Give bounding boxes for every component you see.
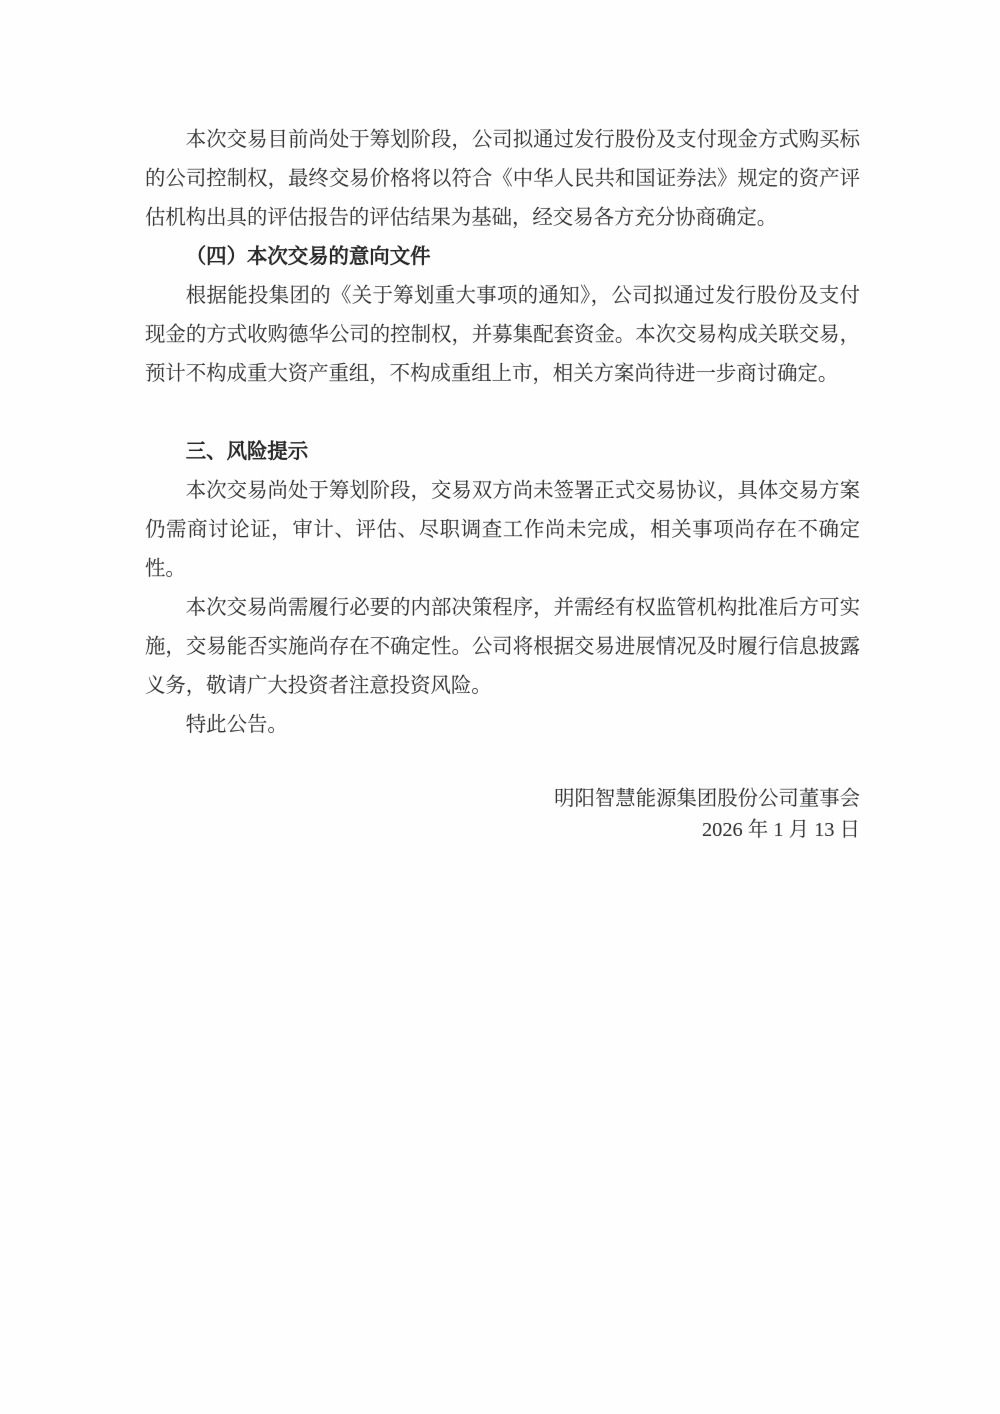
heading-intent-documents: （四）本次交易的意向文件 — [185, 246, 431, 268]
paragraph-risk-approval: 本次交易尚需履行必要的内部决策程序，并需经有权监管机构批准后方可实施，交易能否实施尚存在不确定性。公司将根据交易进展情况及时履行信息披露义务，敬请广大投资者注意投资风险。 — [145, 597, 860, 697]
signature-date: 2026 年 1 月 13 日 — [701, 819, 860, 841]
heading-risk-warning: 三、风险提示 — [185, 441, 309, 463]
signature-board: 明阳智慧能源集团股份公司董事会 — [554, 788, 860, 810]
paragraph-risk-status: 本次交易尚处于筹划阶段，交易双方尚未签署正式交易协议，具体交易方案仍需商讨论证，审计、评估、尽职调查工作尚未完成，相关事项尚存在不确定性。 — [145, 480, 860, 580]
signature-block — [145, 784, 860, 846]
paragraph-intent-notice: 根据能投集团的《关于筹划重大事项的通知》，公司拟通过发行股份及支付现金的方式收购德华公司的控制权，并募集配套资金。本次交易构成关联交易，预计不构成重大资产重组，不构成重组上市，相关方案尚待进一步商讨确定。 — [145, 285, 860, 385]
closing-statement: 特此公告。 — [185, 714, 288, 736]
paragraph-transaction-pricing: 本次交易目前尚处于筹划阶段，公司拟通过发行股份及支付现金方式购买标的公司控制权，最终交易价格将以符合《中华人民共和国证券法》规定的资产评估机构出具的评估报告的评估结果为基础，经交易各方充分协商确定。 — [145, 129, 860, 229]
